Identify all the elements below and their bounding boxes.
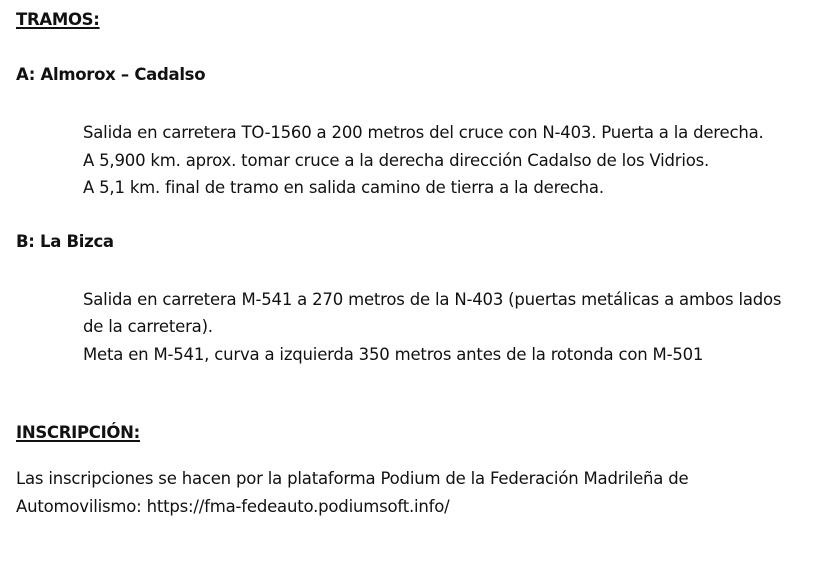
tramo-a-line-2: A 5,900 km. aprox. tomar cruce a la derecha dirección Cadalso de los Vidrios. bbox=[83, 150, 710, 170]
inscripcion-text: Las inscripciones se hacen por la plataforma Podium de la Federación Madrileña de Automovilismo: https://fma-fedeauto.podiumsoft.info/ bbox=[16, 469, 689, 516]
tramo-a-line-3: A 5,1 km. final de tramo en salida camino de tierra a la derecha. bbox=[83, 178, 604, 197]
tramo-b-line-2: Meta en M-541, curva a izquierda 350 metros antes de la rotonda con M-501 bbox=[83, 344, 704, 364]
tramo-a-line-1: Salida en carretera TO-1560 a 200 metros del cruce con N-403. Puerta a la derecha. bbox=[83, 123, 764, 142]
tramo-b-title: B: La Bizca bbox=[16, 231, 114, 251]
tramo-a-title: A: Almorox – Cadalso bbox=[16, 65, 206, 84]
inscripcion-heading: INSCRIPCIÓN: bbox=[16, 423, 140, 442]
document bbox=[16, 8, 806, 520]
tramo-b-line-1: Salida en carretera M-541 a 270 metros de la N-403 (puertas metálicas a ambos lados de la carretera). bbox=[83, 289, 782, 336]
tramo-b-description bbox=[83, 286, 805, 369]
tramos-heading: TRAMOS: bbox=[16, 10, 100, 29]
tramo-a-description bbox=[83, 119, 805, 202]
